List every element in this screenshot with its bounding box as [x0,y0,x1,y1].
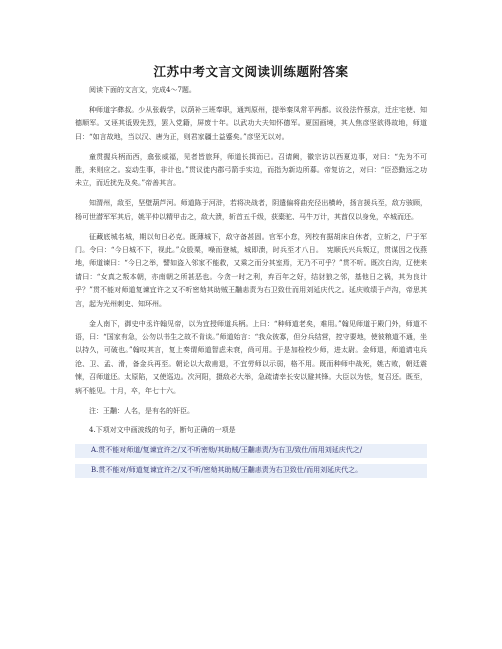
passage-paragraph-5: 金人南下，御史中丞许翰见帝，以为宜授师道兵柄。上曰：“种师道老矣，难用。”翰见师道于殿门外，师道不语，曰：“国家有急，公勿以书生之故不肯谈。”师道始言：“我众彼寡，但分兵结营，控守要地，使彼粮道不通，坐以持久，可破也。”翰叹其言，复上奏谓师道智虑未衰，尚可用。于是加检校少师，进太尉。金师退，师道请屯兵沧、卫、孟、滑，备金兵再至。朝论以大敌甫退，不宜劳师以示弱，格不用。既而种师中战死，姚古败，朝廷震悚，召师道还。太原陷，又使巡边。次河阳，摄敌必大举，急疏请幸长安以避其锋。大臣以为怯，复召还。既至，病不能见。十月，卒，年七十六。 [75,319,427,395]
document-title: 江苏中考文言文阅读训练题附答案 [153,64,349,79]
option-b: B.贯不能对/师道复谏宜许之/又不听/密劾其助贼/王黼恚责为右卫致仕/而用刘延庆代之。 [75,464,427,477]
option-a: A.贯不能对师道/复谏宜许之/又不听密劾/其助贼/王黼恚责/为右卫/致仕/而用刘延庆代之/ [75,444,427,457]
question-4: 4.下项对文中画波线的句子，断句正确的一项是 [89,426,236,435]
passage-paragraph-1: 种师道字彝叔。少从张载学，以荫补三班奉职，通判原州，提举秦凤常平两都。议役法忤蔡京，迁庄宅使、知德顺军。又诬其诋毁先烈，罢入党籍，屏废十年。以武功大夫知怀德军。夏国画境，其人焦彦坚欲得故地，师道曰：“如言故地，当以汉、唐为正，则君家疆土益蹙矣。”彦坚无以对。 [75,105,427,141]
passage-paragraph-4: 征藏底城名城，期以旬日必克。既薄城下，敌守备甚固。官军小怠，列校有据胡床自休者，立斩之，尸于军门。令曰：“今日城不下，视此。”众股栗，噪而登城，城即溃，时兵至才八日。 宪顺氏兴兵叛辽，贯谋因之伐燕地，师道谏曰：“今日之举，譬如盗入邻家不能救，又乘之而分其室焉，无乃不可乎？”贯不听。既次白沟，辽使来请曰：“女真之叛本朝，亦南朝之所甚恶也。今贪一时之利，弃百年之好，结豺狼之邻，基他日之祸，其为良计乎？”贯不能对师道复谏宜许之又不听密劾其助贼王黼恚责为右卫致仕而用刘延庆代之。延庆败绩于卢沟，帝思其言，起为光州刺史、知环州。 [75,232,427,308]
instruction-text: 阅读下面的文言文，完成4～7题。 [89,86,196,94]
annotation-note: 注：王黼：人名，是有名的奸臣。 [89,406,194,415]
document-body [75,84,427,484]
passage-paragraph-3: 知渭州，敌至，坚壁葫芦河。师道陈于河浒，若将决战者，阴遣偏将曲充径出横岭，扬言援兵至，敌方骇顾，杨可世潜军军其后，姚平仲以精甲击之，敌大溃，斩首五千级，获橐驼、马牛万计，其酋仅以身免，卒城而还。 [75,199,427,221]
passage-paragraph-2: 童贯握兵柄而西，翕张威福，见者皆旅拜，师道长揖而已。召请阙，徽宗访以西夏边事，对曰：“先为不可胜，来则应之。妄动生事，非计也。”贯议徙内郡弓箭手实边，而指为新边所募。帝复访之，对曰：“臣恐勤远之功未立，而近扰先及矣。”帝善其言。 [75,152,427,188]
